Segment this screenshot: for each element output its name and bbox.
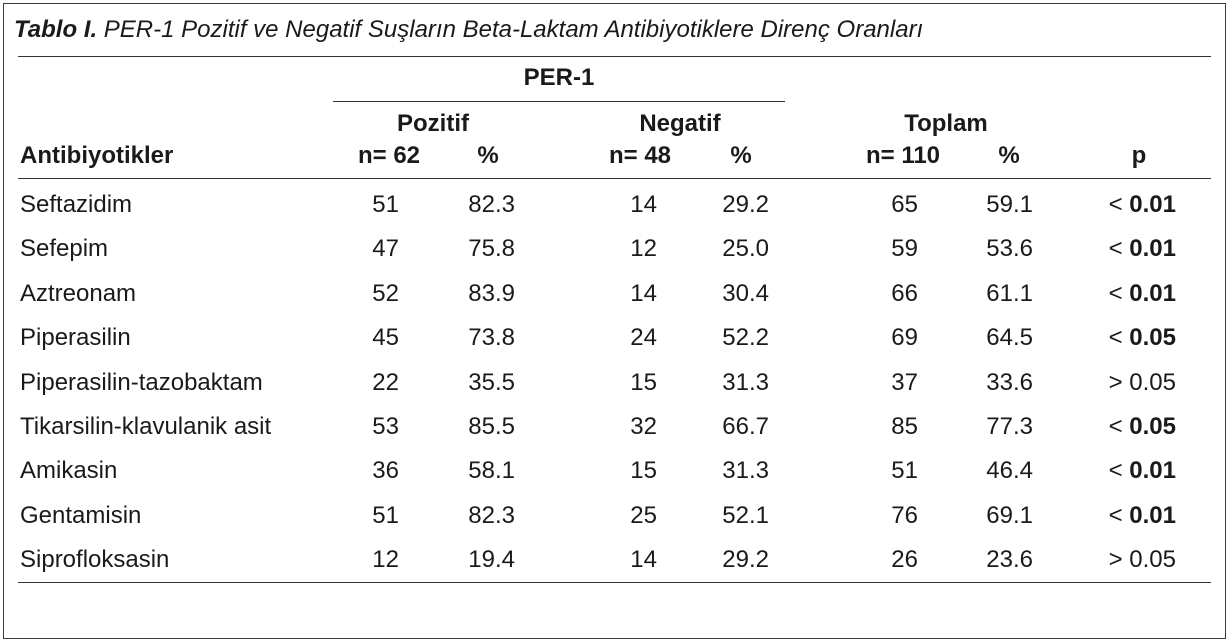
antibiotic-name: Seftazidim <box>20 191 133 218</box>
p-value <box>1109 413 1176 441</box>
p-value <box>1109 324 1176 352</box>
pozitif-percent: 82.3 <box>468 191 515 218</box>
bottom-rule <box>18 582 1211 583</box>
p-operator: < <box>1108 280 1123 307</box>
header-per1: PER-1 <box>523 64 595 91</box>
negatif-n: 24 <box>630 324 657 351</box>
pozitif-n: 51 <box>372 191 399 218</box>
antibiotic-name: Siprofloksasin <box>20 546 170 573</box>
p-number: 0.05 <box>1129 369 1176 396</box>
header-rule <box>18 178 1211 179</box>
negatif-n: 14 <box>630 546 657 573</box>
toplam-n: 69 <box>891 324 918 351</box>
toplam-n: 76 <box>891 502 918 529</box>
p-operator: < <box>1108 457 1123 484</box>
p-number: 0.05 <box>1129 546 1176 573</box>
p-value <box>1109 280 1176 308</box>
p-number: 0.01 <box>1129 235 1176 262</box>
p-value <box>1109 191 1176 219</box>
antibiotic-name: Tikarsilin-klavulanik asit <box>20 413 272 440</box>
p-operator: > <box>1108 546 1123 573</box>
toplam-n: 85 <box>891 413 918 440</box>
antibiotic-name: Amikasin <box>20 457 118 484</box>
antibiotic-name: Gentamisin <box>20 502 142 529</box>
negatif-n: 12 <box>630 235 657 262</box>
p-value <box>1109 369 1176 397</box>
negatif-n: 15 <box>630 457 657 484</box>
p-value <box>1109 235 1176 263</box>
negatif-n: 15 <box>630 369 657 396</box>
p-number: 0.01 <box>1129 457 1176 484</box>
negatif-n: 32 <box>630 413 657 440</box>
header-negatif: Negatif <box>639 110 721 137</box>
p-number: 0.05 <box>1129 413 1176 440</box>
p-operator: > <box>1108 369 1123 396</box>
toplam-n: 51 <box>891 457 918 484</box>
p-operator: < <box>1108 324 1123 351</box>
toplam-percent: 23.6 <box>986 546 1033 573</box>
p-operator: < <box>1108 191 1123 218</box>
negatif-percent: 30.4 <box>722 280 769 307</box>
pozitif-n: 45 <box>372 324 399 351</box>
p-value <box>1109 546 1176 574</box>
p-number: 0.01 <box>1129 191 1176 218</box>
toplam-percent: 77.3 <box>986 413 1033 440</box>
table-frame <box>3 3 1226 639</box>
p-value <box>1109 502 1176 530</box>
toplam-n: 26 <box>891 546 918 573</box>
header-toplam: Toplam <box>904 110 988 137</box>
caption-lead: Tablo I. <box>14 16 98 43</box>
negatif-percent: 52.2 <box>722 324 769 351</box>
toplam-percent: 46.4 <box>986 457 1033 484</box>
p-number: 0.05 <box>1129 324 1176 351</box>
pozitif-percent: 73.8 <box>468 324 515 351</box>
negatif-n: 14 <box>630 191 657 218</box>
pozitif-n: 12 <box>372 546 399 573</box>
antibiotic-name: Piperasilin <box>20 324 131 351</box>
header-pozitif: Pozitif <box>397 110 469 137</box>
negatif-percent: 25.0 <box>722 235 769 262</box>
pozitif-n: 52 <box>372 280 399 307</box>
p-value <box>1109 457 1176 485</box>
pozitif-percent: 85.5 <box>468 413 515 440</box>
negatif-percent: 52.1 <box>722 502 769 529</box>
pozitif-percent: 19.4 <box>468 546 515 573</box>
pozitif-percent: 75.8 <box>468 235 515 262</box>
toplam-n: 37 <box>891 369 918 396</box>
pozitif-n: 36 <box>372 457 399 484</box>
negatif-n: 25 <box>630 502 657 529</box>
negatif-percent: 31.3 <box>722 369 769 396</box>
pozitif-percent: 83.9 <box>468 280 515 307</box>
pozitif-percent: 58.1 <box>468 457 515 484</box>
header-percent-toplam: % <box>998 142 1020 169</box>
toplam-n: 59 <box>891 235 918 262</box>
p-number: 0.01 <box>1129 280 1176 307</box>
toplam-percent: 53.6 <box>986 235 1033 262</box>
header-percent-negatif: % <box>730 142 752 169</box>
p-operator: < <box>1108 235 1123 262</box>
antibiotic-name: Sefepim <box>20 235 109 262</box>
pozitif-percent: 35.5 <box>468 369 515 396</box>
antibiotic-name: Aztreonam <box>20 280 137 307</box>
pozitif-n: 51 <box>372 502 399 529</box>
p-operator: < <box>1108 502 1123 529</box>
pozitif-n: 22 <box>372 369 399 396</box>
p-number: 0.01 <box>1129 502 1176 529</box>
negatif-percent: 29.2 <box>722 546 769 573</box>
header-antibiyotikler: Antibiyotikler <box>20 142 174 169</box>
toplam-percent: 64.5 <box>986 324 1033 351</box>
negatif-percent: 66.7 <box>722 413 769 440</box>
p-operator: < <box>1108 413 1123 440</box>
toplam-percent: 61.1 <box>986 280 1033 307</box>
negatif-percent: 29.2 <box>722 191 769 218</box>
top-rule <box>18 56 1211 57</box>
per1-underline <box>333 101 785 102</box>
header-n-pozitif: n= 62 <box>357 142 421 169</box>
negatif-percent: 31.3 <box>722 457 769 484</box>
toplam-n: 66 <box>891 280 918 307</box>
negatif-n: 14 <box>630 280 657 307</box>
toplam-n: 65 <box>891 191 918 218</box>
pozitif-percent: 82.3 <box>468 502 515 529</box>
header-n-toplam: n= 110 <box>865 142 941 169</box>
toplam-percent: 69.1 <box>986 502 1033 529</box>
antibiotic-name: Piperasilin-tazobaktam <box>20 369 263 396</box>
table-caption <box>14 16 923 44</box>
header-percent-pozitif: % <box>477 142 499 169</box>
pozitif-n: 53 <box>372 413 399 440</box>
caption-text: PER-1 Pozitif ve Negatif Suşların Beta-Laktam Antibiyotiklere Direnç Oranları <box>103 16 924 43</box>
header-p: p <box>1131 142 1147 169</box>
pozitif-n: 47 <box>372 235 399 262</box>
toplam-percent: 33.6 <box>986 369 1033 396</box>
toplam-percent: 59.1 <box>986 191 1033 218</box>
header-n-negatif: n= 48 <box>608 142 672 169</box>
